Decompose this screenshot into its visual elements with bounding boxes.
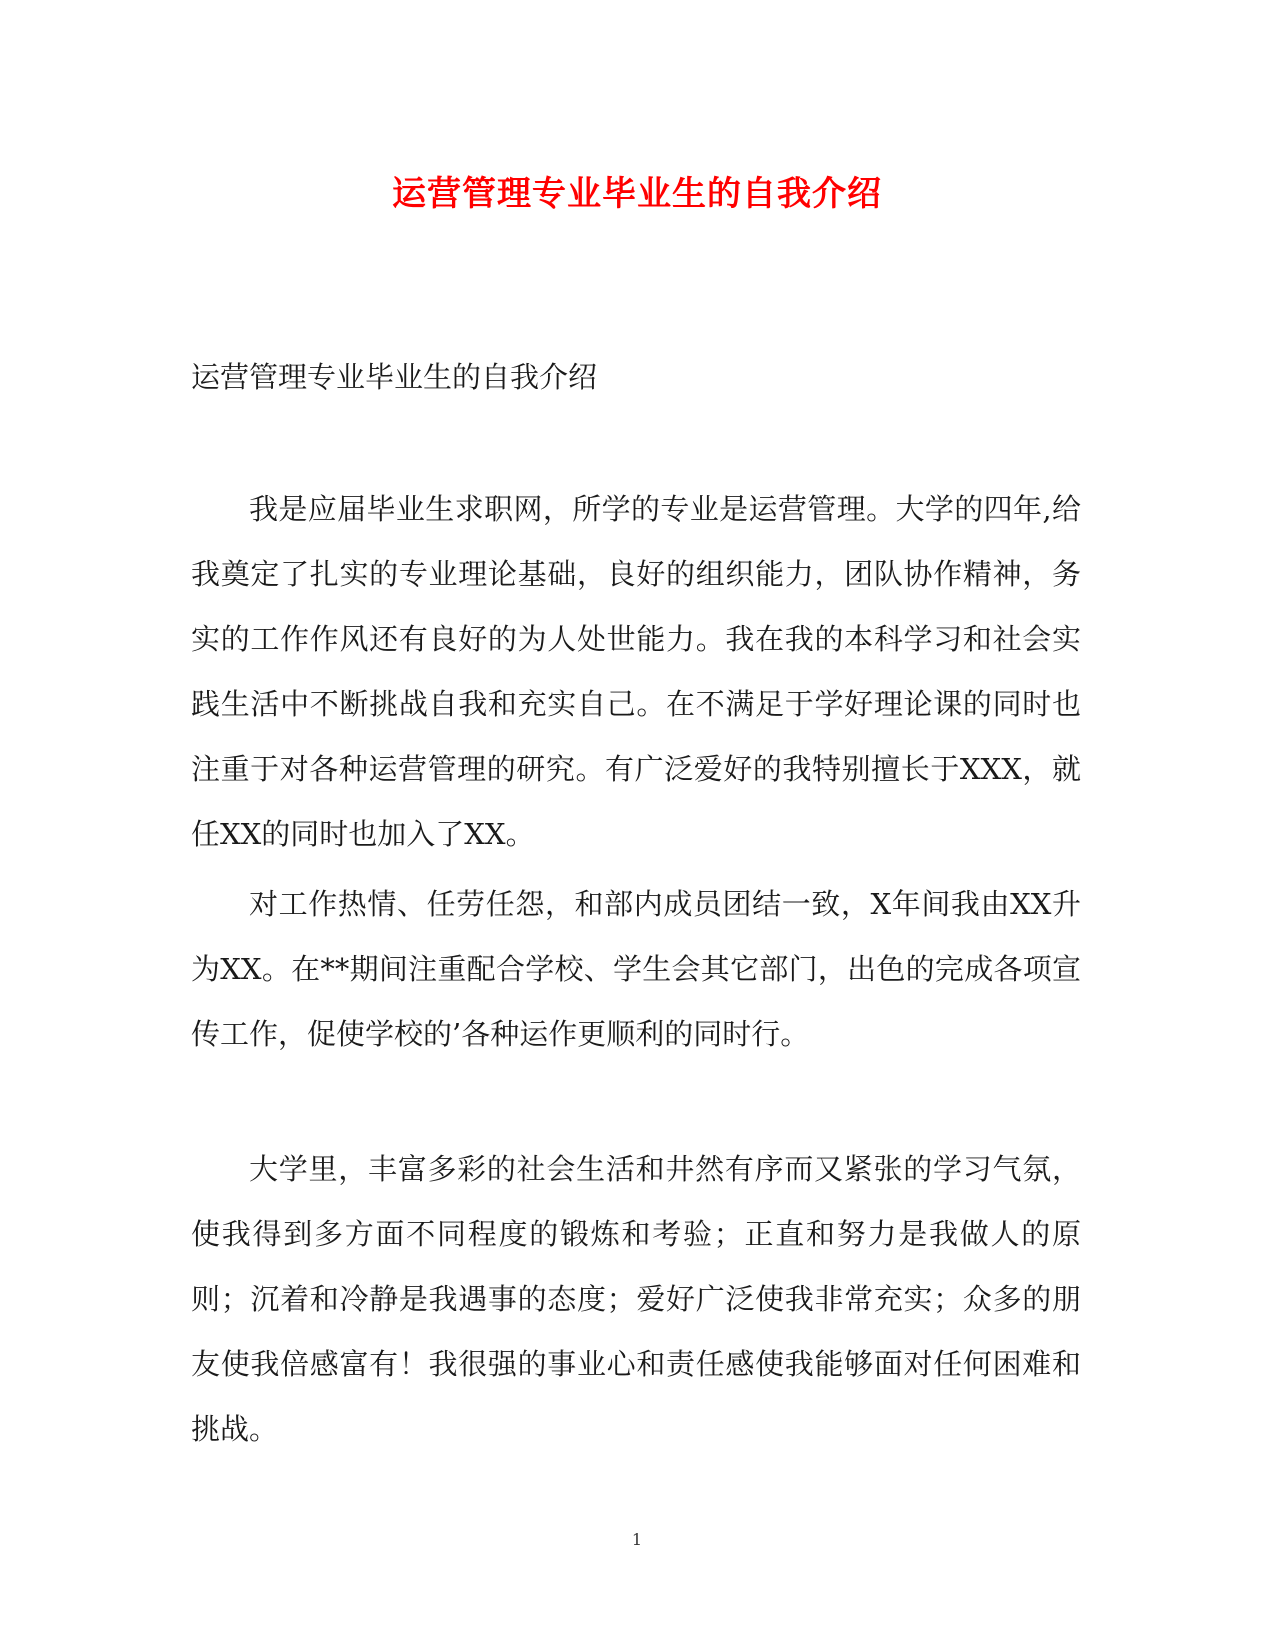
document-subtitle: 运营管理专业毕业生的自我介绍 [191,360,598,394]
paragraph-1: 我是应届毕业生求职网，所学的专业是运营管理。大学的四年,给我奠定了扎实的专业理论基础，良好的组织能力，团队协作精神，务实的工作作风还有良好的为人处世能力。我在我的本科学习和社会实践生活中不断挑战自我和充实自己。在不满足于学好理论课的同时也注重于对各种运营管理的研究。有广泛爱好的我特别擅长于XXX，就任XX的同时也加入了XX。 [191,492,1081,851]
paragraph-3: 大学里，丰富多彩的社会生活和井然有序而又紧张的学习气氛，使我得到多方面不同程度的锻炼和考验；正直和努力是我做人的原则；沉着和冷静是我遇事的态度；爱好广泛使我非常充实；众多的朋友使我倍感富有！我很强的事业心和责任感使我能够面对任何困难和挑战。 [191,1152,1081,1446]
document-title: 运营管理专业毕业生的自我介绍 [392,174,882,214]
page-number: 1 [631,1530,643,1549]
paragraph-2: 对工作热情、任劳任怨，和部内成员团结一致，X年间我由XX升为XX。在**期间注重配合学校、学生会其它部门，出色的完成各项宣传工作，促使学校的’各种运作更顺利的同时行。 [191,887,1081,1051]
